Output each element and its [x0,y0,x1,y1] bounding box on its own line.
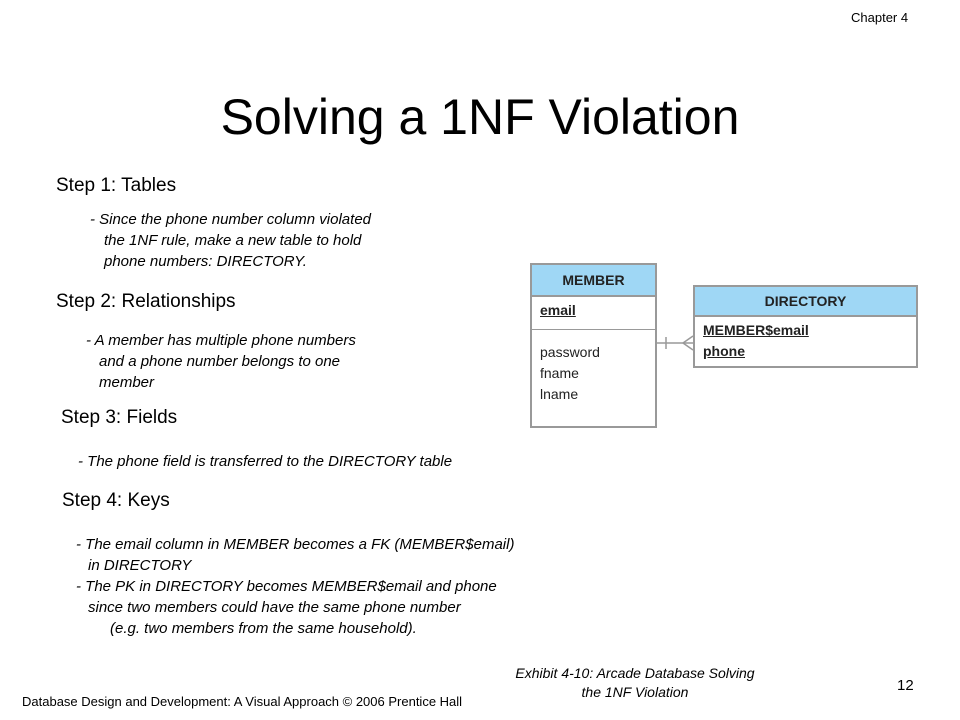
member-primary-key: email [540,302,576,318]
step-4-line: - The email column in MEMBER becomes a FK (MEMBER$email) [76,536,515,553]
step-4-description [76,534,514,639]
step-2-line: member [99,374,155,391]
step-1-line: - Since the phone number column violated [90,211,372,228]
step-4-heading: Step 4: Keys [62,490,170,511]
step-4-line: in DIRECTORY [88,557,192,574]
crows-foot-mark [683,336,693,343]
chapter-label: Chapter 4 [851,10,909,25]
er-diagram [530,263,930,433]
member-key-divider [532,329,655,330]
directory-entity-header: DIRECTORY [695,287,916,317]
member-attribute: password [540,344,600,360]
directory-entity [693,285,918,368]
one-to-many-connector [655,323,695,363]
step-2-heading: Step 2: Relationships [56,291,236,312]
step-4-line: since two members could have the same phone number [88,599,461,616]
step-3-description [78,451,452,472]
step-1-description [90,209,371,272]
step-2-line: and a phone number belongs to one [99,353,341,370]
member-entity [530,263,657,428]
step-4-line: (e.g. two members from the same household). [110,620,417,637]
slide-title: Solving a 1NF Violation [220,89,740,145]
member-attribute: lname [540,386,579,402]
step-3-heading: Step 3: Fields [61,407,178,428]
step-2-description [86,330,356,393]
step-1-heading: Step 1: Tables [56,175,177,196]
caption-line: Exhibit 4-10: Arcade Database Solving [515,665,755,681]
step-4-line: - The PK in DIRECTORY becomes MEMBER$email and phone [76,578,497,595]
page-number: 12 [897,677,914,694]
step-1-line: phone numbers: DIRECTORY. [104,253,307,270]
member-entity-header: MEMBER [532,265,655,297]
step-2-line: - A member has multiple phone numbers [86,332,356,349]
step-1-line: the 1NF rule, make a new table to hold [104,232,362,249]
member-attribute: fname [540,365,579,381]
exhibit-caption [515,664,755,702]
footer-text: Database Design and Development: A Visual Approach © 2006 Prentice Hall [22,694,463,709]
step-3-line: - The phone field is transferred to the DIRECTORY table [78,453,453,470]
directory-primary-key: MEMBER$email [703,322,809,338]
crows-foot-mark [683,343,693,350]
caption-line: the 1NF Violation [581,684,689,700]
directory-primary-key: phone [703,343,745,359]
